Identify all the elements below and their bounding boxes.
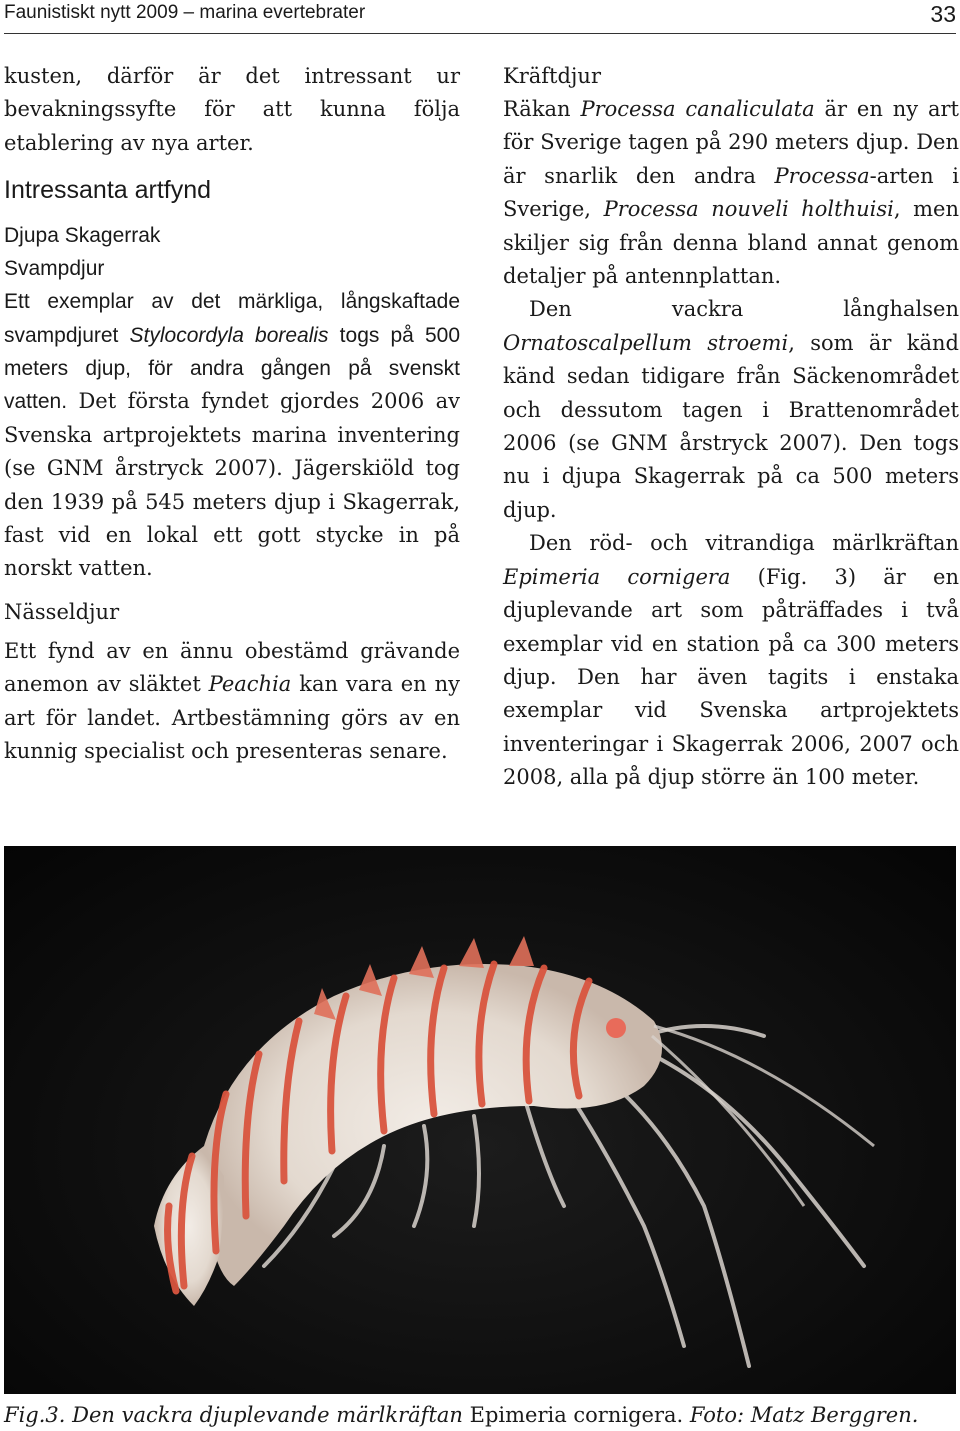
area-title: Djupa Skagerrak [4,224,161,248]
amphipod-photo [4,846,956,1394]
cnidaria-heading: Nässeldjur [4,599,120,624]
page-number: 33 [930,1,956,27]
crustacea-paragraph-1: Räkan Processa canaliculata är en ny art för Sverige tagen på 290 meters djup. Den är snarlik den andra Processa-arten i Sverige, Processa nouveli holthuisi, men skiljer sig från denna bland annat genom detaljer på antennplattan. [503,97,959,289]
running-header [4,0,956,34]
sponge-heading: Svampdjur [4,257,105,281]
antennae [652,1026,874,1206]
eye [606,1018,626,1038]
header-rule [4,33,956,34]
body [154,964,662,1306]
crustacea-heading: Kräftdjur [503,64,601,88]
crustacea-paragraph-2: Den vackra långhalsen Ornatoscalpellum stroemi, som är känd känd sedan tidigare från Säckenområdet och dessutom tagen i Brattenområdet 2006 (se GNM årstryck 2007). Den togs nu i djupa Skagerrak på ca 500 meters djup. [503,297,960,522]
figure-caption: Fig.3. Den vackra djuplevande märlkräftan Epimeria cornigera. Foto: Matz Berggren. [4,1403,919,1427]
section-title: Intressanta artfynd [4,176,212,205]
amphipod-illustration [4,846,956,1394]
journal-title: Faunistiskt nytt 2009 – marina evertebrater [4,2,366,23]
crustacea-paragraph-3: Den röd- och vitrandiga märlkräftan Epimeria cornigera (Fig. 3) är en djuplevande art som påträffades i två exemplar vid en station på ca 300 meters djup. Den har även tagits i enstaka exemplar vid Svenska artprojektets inventeringar i Skagerrak 2006, 2007 och 2008, alla på djup större än 100 meter. [503,531,959,790]
intro-paragraph: kusten, därför är det intressant ur bevakningssyfte för att kunna följa etablering av nya arter. [4,64,460,155]
right-column [503,60,959,795]
left-column [4,60,460,769]
sponge-paragraph: Ett exemplar av det märkliga, långskaftade svampdjuret Stylocordyla borealis togs på 500 meters djup, för andra gången på svenskt vatten. Det första fyndet gjordes 2006 av Svenska artprojektets marina inventering (se GNM årstryck 2007). Jägerskiöld tog den 1939 på 545 meters djup i Skagerrak, fast vid en lokal ett gott stycke in på norskt vatten. [4,290,461,581]
cnidaria-paragraph: Ett fynd av en ännu obestämd grävande anemon av släktet Peachia kan vara en ny art för landet. Artbestämning görs av en kunnig specialist och presenteras senare. [4,638,460,764]
